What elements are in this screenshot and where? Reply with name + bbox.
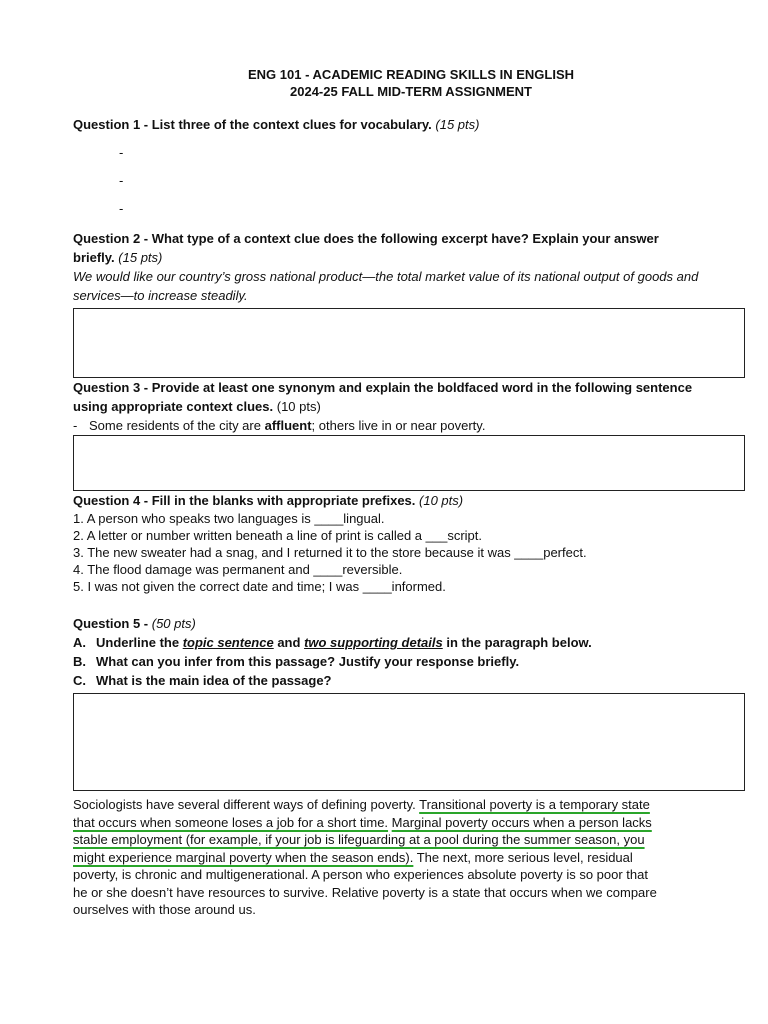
question-3-points: (10 pts) [276, 399, 321, 414]
question-1-title: Question 1 - List three of the context clues for vocabulary. [73, 117, 432, 132]
prefix-item-2: 2. A letter or number written beneath a line of print is called a ___script. [73, 528, 483, 543]
supporting-details-term: two supporting details [304, 635, 443, 650]
underlined-supporting-detail: Marginal poverty occurs when a person lacks stable employment (for example, if your job is lifeguarding at a pool during the summer season, you might experience marginal poverty when the season ends). [73, 814, 652, 865]
underlined-topic-sentence: Transitional poverty is a temporary state that occurs when someone loses a job for a short time. [73, 797, 650, 830]
prefix-item-1: 1. A person who speaks two languages is ____lingual. [73, 511, 385, 526]
assignment-title: 2024-25 FALL MID-TERM ASSIGNMENT [290, 84, 532, 99]
answer-bullet-3[interactable]: - [119, 201, 124, 216]
boldfaced-word: affluent [264, 418, 312, 433]
question-4-title: Question 4 - Fill in the blanks with appropriate prefixes. [73, 493, 416, 508]
question-1-answer-list [119, 144, 749, 228]
subquestion-a: A. Underline the topic sentence and two supporting details in the paragraph below. [73, 635, 592, 650]
question-5-title: Question 5 - [73, 616, 149, 631]
question-2-title: Question 2 - What type of a context clue does the following excerpt have? Explain your answer briefly. [73, 231, 659, 265]
question-2-answer-box[interactable] [73, 308, 745, 378]
answer-bullet-1[interactable]: - [119, 145, 124, 160]
reading-passage: Sociologists have several different ways of defining poverty. Transitional poverty is a temporary state that occurs when someone loses a job for a short time. Marginal poverty occurs when a person lacks stable employment (for example, if your job is lifeguarding at a pool during the summer season, you might experience marginal poverty when the season ends). The next, more serious level, residual poverty, is chronic and multigenerational. A person who experiences absolute poverty is so poor that he or she doesn’t have resources to survive. Relative poverty is a state that occurs when we compare ourselves with those around us. [73, 797, 657, 917]
question-5-heading [73, 614, 749, 633]
subquestion-c: C. What is the main idea of the passage? [73, 673, 332, 688]
question-3-sentence: - Some residents of the city are affluent; others live in or near poverty. [73, 418, 486, 433]
prefix-item-5: 5. I was not given the correct date and time; I was ____informed. [73, 579, 446, 594]
question-1-heading [73, 115, 749, 134]
assignment-page [73, 66, 749, 919]
question-3-heading [73, 378, 693, 416]
question-5-points: (50 pts) [151, 616, 196, 631]
question-1-points: (15 pts) [435, 117, 480, 132]
question-2-excerpt: We would like our country’s gross national product—the total market value of its national output of goods and services—to increase steadily. [73, 269, 699, 303]
question-5-answer-box[interactable] [73, 693, 745, 791]
topic-sentence-term: topic sentence [182, 635, 274, 650]
question-3-title: Question 3 - Provide at least one synonym and explain the boldfaced word in the following sentence using appropriate context clues. [73, 380, 693, 414]
question-2-heading [73, 229, 673, 267]
question-4-points: (10 pts) [419, 493, 464, 508]
answer-bullet-2[interactable]: - [119, 173, 124, 188]
question-2-points: (15 pts) [118, 250, 163, 265]
prefix-item-3: 3. The new sweater had a snag, and I returned it to the store because it was ____perfect. [73, 545, 587, 560]
question-5-subquestions [73, 633, 749, 690]
course-title: ENG 101 - ACADEMIC READING SKILLS IN ENGLISH [248, 67, 574, 82]
dash-marker: - [73, 418, 78, 433]
question-3-answer-box[interactable] [73, 435, 745, 491]
question-4-heading [73, 491, 749, 510]
prefix-item-4: 4. The flood damage was permanent and ____reversible. [73, 562, 403, 577]
subquestion-b: B. What can you infer from this passage? Justify your response briefly. [73, 654, 520, 669]
